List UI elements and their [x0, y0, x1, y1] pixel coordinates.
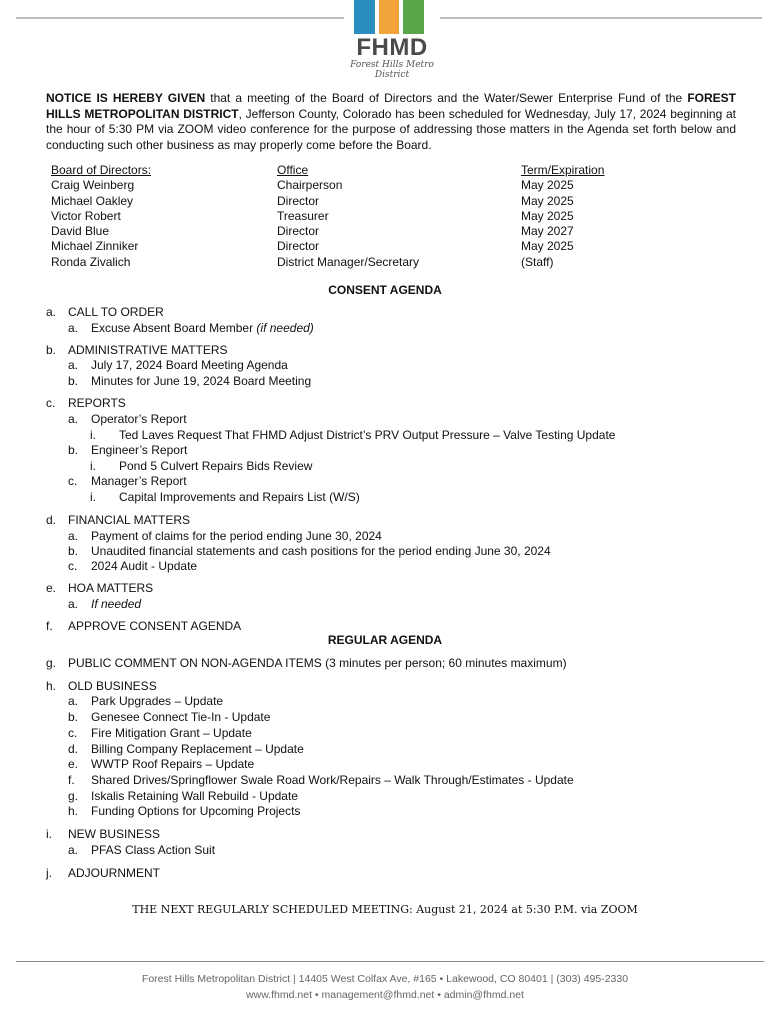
header-rule-right	[440, 17, 762, 19]
agenda-text	[91, 474, 187, 488]
board-term-column	[521, 163, 604, 270]
agenda-text-main: Funding Options for Upcoming Projects	[91, 804, 301, 818]
agenda-text-main: 2024 Audit - Update	[91, 559, 198, 573]
agenda-marker: c.	[68, 726, 78, 740]
notice-district: FOREST HILLS METROPOLITAN DISTRICT	[46, 91, 736, 121]
agenda-text-main: Manager’s Report	[91, 474, 187, 488]
agenda-marker: a.	[46, 305, 57, 319]
agenda-text	[91, 773, 574, 787]
agenda-text-main: APPROVE CONSENT AGENDA	[68, 619, 242, 633]
agenda-text	[68, 513, 190, 527]
agenda-text	[68, 343, 228, 357]
board-names-column	[51, 163, 151, 270]
agenda-text-main: Unaudited financial statements and cash positions for the period ending June 30, 2024	[91, 544, 551, 558]
agenda-text-italic: If needed	[91, 597, 142, 611]
agenda-text-main: ADMINISTRATIVE MATTERS	[68, 343, 228, 357]
consent-agenda-heading: CONSENT AGENDA	[328, 283, 442, 297]
agenda-marker: a.	[68, 412, 79, 426]
agenda-text	[91, 443, 187, 457]
board-member-office: Director	[277, 193, 320, 208]
board-member-office: District Manager/Secretary	[277, 254, 420, 269]
board-member-name: Ronda Zivalich	[51, 254, 131, 269]
agenda-text	[91, 529, 382, 543]
notice-lead: NOTICE IS HEREBY GIVEN	[46, 91, 206, 105]
agenda-text	[91, 559, 197, 573]
agenda-text	[119, 490, 360, 504]
agenda-marker: g.	[68, 789, 79, 803]
term-header: Term/Expiration	[521, 163, 605, 177]
board-member-term: May 2025	[521, 193, 574, 208]
agenda-text	[91, 742, 304, 756]
agenda-text-main: PFAS Class Action Suit	[91, 843, 216, 857]
board-member-name: Michael Oakley	[51, 193, 134, 208]
board-member-term: May 2025	[521, 208, 574, 223]
agenda-text-main: Genesee Connect Tie-In - Update	[91, 710, 271, 724]
agenda-marker: a.	[68, 529, 79, 543]
notice-text-2: , Jefferson County, Colorado has been scheduled for Wednesday, July 17, 2024 beginning at the hour of 5:30 PM via ZOOM video conference for the purpose of addressing those matters in the Agenda set forth below and conducting such other business as may properly come before the Board.	[46, 106, 737, 152]
agenda-marker: i.	[90, 459, 96, 473]
agenda-text	[91, 726, 252, 740]
agenda-marker: a.	[68, 321, 79, 335]
board-member-office: Chairperson	[277, 178, 343, 193]
agenda-marker: b.	[68, 374, 79, 388]
agenda-marker: i.	[90, 428, 96, 442]
agenda-marker: d.	[68, 742, 79, 756]
agenda-text-main: Payment of claims for the period ending June 30, 2024	[91, 529, 382, 543]
board-member-name: Victor Robert	[51, 208, 121, 223]
agenda-text	[68, 396, 126, 410]
agenda-marker: e.	[46, 581, 57, 595]
agenda-marker: d.	[46, 513, 57, 527]
agenda-text	[91, 710, 270, 724]
agenda-text-main: Capital Improvements and Repairs List (W/S)	[119, 490, 360, 504]
logo-script: Forest Hills Metro District	[350, 60, 434, 80]
footer-rule	[16, 961, 764, 962]
agenda-text-main: Shared Drives/Springflower Swale Road Work/Repairs – Walk Through/Estimates - Update	[91, 773, 574, 787]
board-member-name: David Blue	[51, 224, 110, 239]
logo-bar-orange	[379, 0, 400, 34]
agenda-text	[91, 843, 215, 857]
agenda-text	[68, 581, 153, 595]
agenda-text-main: Ted Laves Request That FHMD Adjust District’s PRV Output Pressure – Valve Testing Update	[119, 428, 616, 442]
agenda-text-main: July 17, 2024 Board Meeting Agenda	[91, 358, 288, 372]
agenda-marker: a.	[68, 843, 79, 857]
agenda-text-main: Park Upgrades – Update	[91, 694, 224, 708]
agenda-text-main: Fire Mitigation Grant – Update	[91, 726, 252, 740]
agenda-text-main: Iskalis Retaining Wall Rebuild - Update	[91, 789, 298, 803]
agenda-marker: a.	[68, 358, 79, 372]
footer-contacts: www.fhmd.net • management@fhmd.net • admin@fhmd.net	[246, 989, 524, 1001]
agenda-text	[91, 374, 311, 388]
agenda-text	[68, 656, 567, 670]
agenda-marker: i.	[90, 490, 96, 504]
agenda-text-main: Minutes for June 19, 2024 Board Meeting	[91, 374, 312, 388]
agenda-marker: h.	[68, 804, 79, 818]
agenda-text-main: NEW BUSINESS	[68, 827, 161, 841]
notice-text-1: that a meeting of the Board of Directors and the Water/Sewer Enterprise Fund of the	[205, 91, 688, 105]
agenda-text-italic: (if needed)	[256, 321, 314, 335]
agenda-text	[91, 412, 187, 426]
agenda-text	[91, 544, 551, 558]
agenda-text	[91, 694, 223, 708]
board-member-term: May 2027	[521, 224, 574, 239]
agenda-text-main: Billing Company Replacement – Update	[91, 742, 304, 756]
agenda-marker: c.	[46, 396, 56, 410]
agenda-marker: a.	[68, 597, 79, 611]
agenda-text-main: Engineer’s Report	[91, 443, 188, 457]
agenda-marker: i.	[46, 827, 52, 841]
agenda-marker: b.	[68, 443, 79, 457]
logo-color-bars	[354, 0, 424, 34]
agenda-text	[91, 321, 314, 335]
agenda-marker: b.	[46, 343, 57, 357]
agenda-text	[91, 804, 300, 818]
agenda-text-main: ADJOURNMENT	[68, 866, 160, 880]
agenda-marker: e.	[68, 757, 79, 771]
logo-bar-blue	[354, 0, 375, 34]
logo-bar-green	[403, 0, 424, 34]
notice-paragraph	[46, 91, 736, 153]
board-office-column	[277, 163, 419, 270]
agenda-text	[68, 827, 160, 841]
agenda-marker: j.	[46, 866, 52, 880]
agenda-marker: f.	[68, 773, 75, 787]
footer-address: Forest Hills Metropolitan District | 14405 West Colfax Ave, #165 • Lakewood, CO 80401 | (303) 495-2330	[141, 973, 629, 985]
agenda-text	[68, 305, 164, 319]
agenda-text	[91, 358, 288, 372]
agenda-text	[91, 789, 298, 803]
agenda-marker: c.	[68, 474, 78, 488]
board-member-office: Treasurer	[277, 208, 329, 223]
agenda-text-main: PUBLIC COMMENT ON NON-AGENDA ITEMS (3 minutes per person; 60 minutes maximum)	[68, 656, 567, 670]
board-header: Board of Directors:	[51, 163, 152, 177]
agenda-text	[119, 428, 615, 442]
agenda-marker: g.	[46, 656, 57, 670]
agenda-text-main: OLD BUSINESS	[68, 679, 157, 693]
agenda-text-main: Operator’s Report	[91, 412, 187, 426]
agenda-marker: b.	[68, 544, 79, 558]
agenda-text	[68, 866, 160, 880]
agenda-marker: c.	[68, 559, 78, 573]
next-meeting-note: THE NEXT REGULARLY SCHEDULED MEETING: August 21, 2024 at 5:30 P.M. via ZOOM	[132, 903, 638, 916]
agenda-text-main: FINANCIAL MATTERS	[68, 513, 191, 527]
agenda-text-main: Excuse Absent Board Member	[91, 321, 257, 335]
agenda-text	[119, 459, 312, 473]
regular-agenda-heading: REGULAR AGENDA	[327, 633, 443, 647]
agenda-text-main: REPORTS	[68, 396, 126, 410]
board-member-term: (Staff)	[521, 254, 554, 269]
logo-text: FHMD	[356, 34, 428, 61]
agenda-marker: a.	[68, 694, 79, 708]
board-member-term: May 2025	[521, 239, 574, 254]
agenda-text	[68, 679, 157, 693]
fhmd-logo	[336, 0, 448, 80]
board-member-term: May 2025	[521, 178, 574, 193]
agenda-text-main: Pond 5 Culvert Repairs Bids Review	[119, 459, 313, 473]
agenda-text	[91, 757, 254, 771]
board-member-office: Director	[277, 239, 320, 254]
agenda-text-main: HOA MATTERS	[68, 581, 154, 595]
agenda-text-main: CALL TO ORDER	[68, 305, 164, 319]
agenda-marker: h.	[46, 679, 57, 693]
agenda-marker: f.	[46, 619, 53, 633]
agenda-text	[91, 597, 141, 611]
board-member-name: Michael Zinniker	[51, 239, 139, 254]
board-member-name: Craig Weinberg	[51, 178, 135, 193]
agenda-text-main: WWTP Roof Repairs – Update	[91, 757, 255, 771]
office-header: Office	[277, 163, 309, 177]
header-rule-left	[16, 17, 344, 19]
agenda-marker: b.	[68, 710, 79, 724]
board-member-office: Director	[277, 224, 320, 239]
agenda-text	[68, 619, 241, 633]
